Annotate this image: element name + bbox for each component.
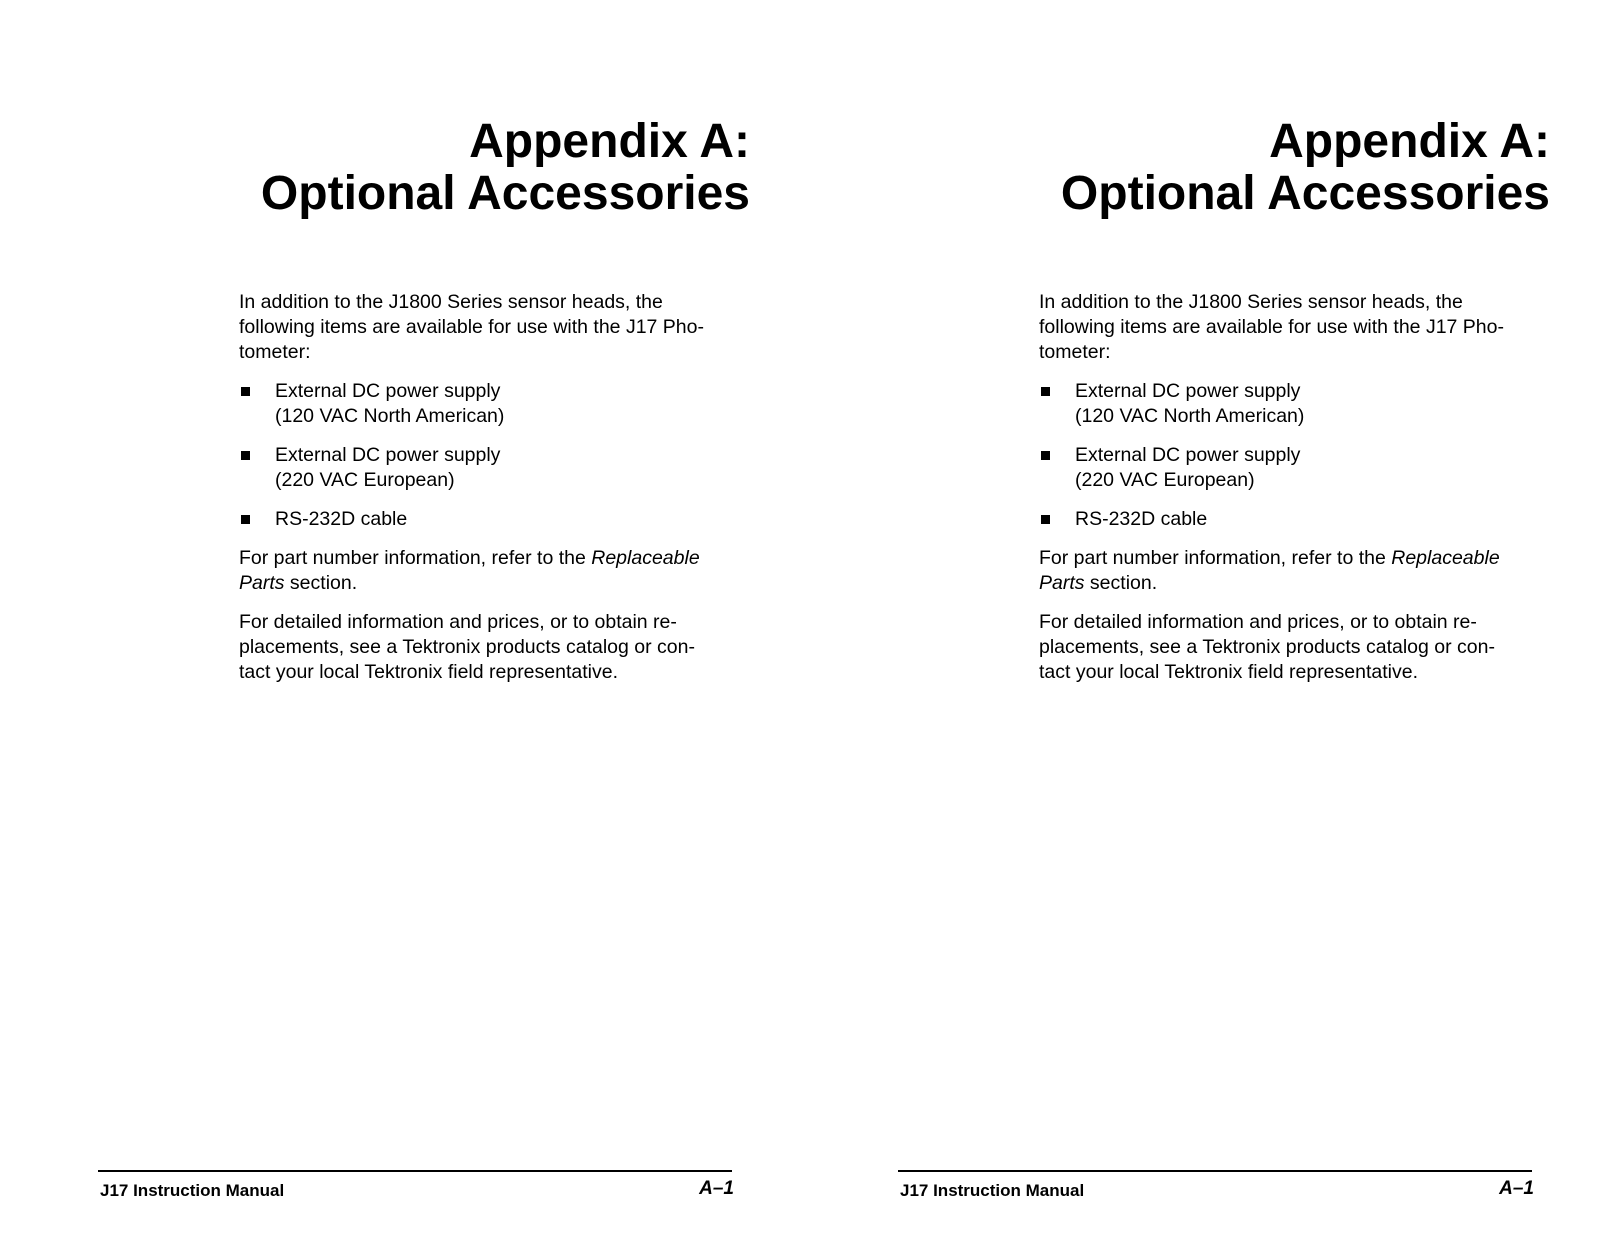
title-line-1: Appendix A:	[1269, 115, 1550, 168]
replaceable-parts-ref-1: Replaceable	[1391, 547, 1500, 569]
list-item-text: RS-232D cable	[1075, 508, 1208, 530]
square-bullet-icon	[1041, 387, 1050, 396]
list-item-text: RS-232D cable	[275, 508, 408, 530]
list-item-text: External DC power supply (220 VAC European)	[275, 444, 501, 491]
list-item-text: External DC power supply (220 VAC European)	[1075, 444, 1301, 491]
part-number-suffix: section.	[284, 572, 358, 594]
intro-paragraph: In addition to the J1800 Series sensor heads, the following items are available for use with the J17 Pho- tometer:	[1039, 291, 1504, 363]
part-number-prefix: For part number information, refer to the	[1039, 547, 1392, 569]
replaceable-parts-ref-2: Parts	[1039, 572, 1085, 594]
list-item	[239, 507, 739, 532]
list-item	[239, 443, 739, 493]
page-title	[900, 116, 1550, 220]
list-item	[1039, 379, 1539, 429]
body-text	[239, 290, 739, 699]
footer-manual-title: J17 Instruction Manual	[900, 1181, 1085, 1200]
details-paragraph: For detailed information and prices, or to obtain re- placements, see a Tektronix products catalog or con- tact your local Tektronix field representative.	[239, 611, 695, 683]
title-line-1: Appendix A:	[469, 115, 750, 168]
intro-paragraph: In addition to the J1800 Series sensor heads, the following items are available for use with the J17 Pho- tometer:	[239, 291, 704, 363]
replaceable-parts-ref-1: Replaceable	[591, 547, 700, 569]
footer-page-number: A–1	[1499, 1178, 1534, 1199]
footer-page-number: A–1	[699, 1178, 734, 1199]
footer-rule	[98, 1170, 732, 1172]
footer-rule	[898, 1170, 1532, 1172]
list-item	[1039, 443, 1539, 493]
square-bullet-icon	[241, 515, 250, 524]
square-bullet-icon	[241, 451, 250, 460]
part-number-paragraph	[1039, 546, 1539, 596]
body-text	[1039, 290, 1539, 699]
part-number-paragraph	[239, 546, 739, 596]
list-item	[239, 379, 739, 429]
accessory-list	[1039, 379, 1539, 532]
accessory-list	[239, 379, 739, 532]
square-bullet-icon	[1041, 515, 1050, 524]
details-paragraph: For detailed information and prices, or to obtain re- placements, see a Tektronix products catalog or con- tact your local Tektronix field representative.	[1039, 611, 1495, 683]
replaceable-parts-ref-2: Parts	[239, 572, 285, 594]
list-item-text: External DC power supply (120 VAC North American)	[1075, 380, 1305, 427]
list-item	[1039, 507, 1539, 532]
part-number-prefix: For part number information, refer to the	[239, 547, 592, 569]
page-title	[100, 116, 750, 220]
list-item-text: External DC power supply (120 VAC North American)	[275, 380, 505, 427]
title-line-2: Optional Accessories	[1060, 167, 1550, 220]
square-bullet-icon	[241, 387, 250, 396]
title-line-2: Optional Accessories	[260, 167, 750, 220]
part-number-suffix: section.	[1084, 572, 1158, 594]
square-bullet-icon	[1041, 451, 1050, 460]
footer-manual-title: J17 Instruction Manual	[100, 1181, 285, 1200]
page-right	[800, 0, 1600, 1237]
